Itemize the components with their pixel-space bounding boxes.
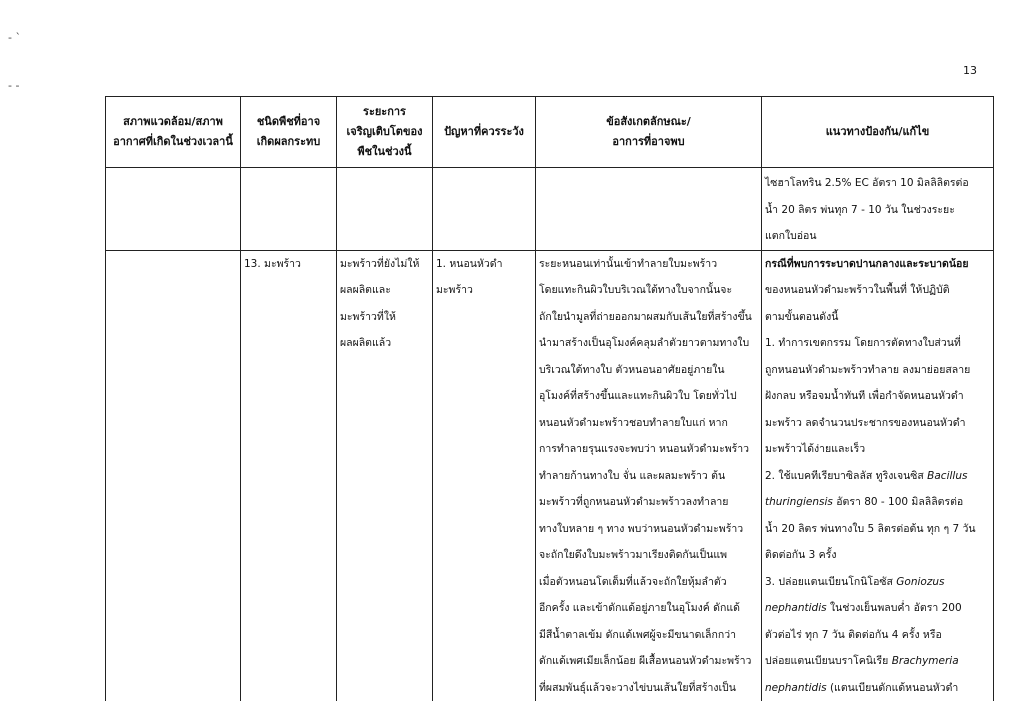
scientific-name: nephantidis xyxy=(765,681,827,694)
cell-symptoms xyxy=(536,168,762,251)
corner-mark: - ` xyxy=(8,31,21,44)
cell-crop: 13. มะพร้าว xyxy=(241,250,337,701)
cell-environment xyxy=(106,250,241,701)
scientific-name: thuringiensis xyxy=(765,496,833,508)
cell-crop xyxy=(241,168,337,251)
header-control: แนวทางป้องกัน/แก้ไข xyxy=(762,97,994,168)
control-heading: กรณีที่พบการระบาดปานกลางและระบาดน้อย xyxy=(765,257,969,270)
corner-mark: - - xyxy=(8,79,20,92)
header-growth-stage: ระยะการ เจริญเติบโตของ พืชในช่วงนี้ xyxy=(337,97,433,168)
scientific-name: Goniozus xyxy=(896,575,945,588)
cell-growth-stage: มะพร้าวที่ยังไม่ให้ ผลผลิตและ มะพร้าวที่ให้ ผลผลิตแล้ว xyxy=(337,250,433,701)
corner-marks xyxy=(8,14,21,110)
cell-growth-stage xyxy=(337,168,433,251)
scientific-name: Bacillus xyxy=(927,469,968,482)
scientific-name: Brachymeria xyxy=(891,655,959,667)
header-symptoms: ข้อสังเกตลักษณะ/ อาการที่อาจพบ xyxy=(536,97,762,168)
table-row xyxy=(106,250,994,701)
cell-control: กรณีที่พบการระบาดปานกลางและระบาดน้อย ของหนอนหัวดำมะพร้าวในพื้นที่ ให้ปฏิบัติ ตามขั้นตอนดังนี้ 1. ทำการเขตกรรม โดยการตัดทางใบส่วนที่ ถูกหนอนหัวดำมะพร้าวทำลาย ลงมาย่อยสลาย ฝังกลบ หรือจมน้ำทันที เพื่อกำจัดหนอนหัวดำ มะพร้าว ลดจำนวนประชากรของหนอนหัวดำ มะพร้าวได้ง่ายและเร็ว 2. ใช้แบคทีเรียบาซิลลัส ทูริงเจนซิส Bacillus thuringiensis อัตรา 80 - 100 มิลลิลิตรต่อ น้ำ 20 ลิตร พ่นทางใบ 5 ลิตรต่อต้น ทุก ๆ 7 วัน ติดต่อกัน 3 ครั้ง 3. ปล่อยแตนเบียนโกนิโอซัส Goniozus nephantidis ในช่วงเย็นพลบค่ำ อัตรา 200 ตัวต่อไร่ ทุก 7 วัน ติดต่อกัน 4 ครั้ง หรือ ปล่อยแตนเบียนบราโคนิเรีย Brachymeria nephantidis (แตนเบียนดักแด้หนอนหัวดำ xyxy=(762,250,994,701)
cell-control: ไซฮาโลทริน 2.5% EC อัตรา 10 มิลลิลิตรต่อ น้ำ 20 ลิตร พ่นทุก 7 - 10 วัน ในช่วงระยะ แตกใบอ่อน xyxy=(762,168,994,251)
pest-control-table xyxy=(105,96,994,701)
header-environment: สภาพแวดล้อม/สภาพ อากาศที่เกิดในช่วงเวลานี้ xyxy=(106,97,241,168)
page-number: 13 xyxy=(963,64,977,77)
table-row xyxy=(106,168,994,251)
header-problem: ปัญหาที่ควรระวัง xyxy=(433,97,536,168)
scientific-name: nephantidis xyxy=(765,602,827,614)
cell-environment xyxy=(106,168,241,251)
header-crop: ชนิดพืชที่อาจ เกิดผลกระทบ xyxy=(241,97,337,168)
cell-problem: 1. หนอนหัวดำ มะพร้าว xyxy=(433,250,536,701)
cell-problem xyxy=(433,168,536,251)
header-row xyxy=(106,97,994,168)
cell-symptoms: ระยะหนอนเท่านั้นเข้าทำลายใบมะพร้าว โดยแทะกินผิวใบบริเวณใต้ทางใบจากนั้นจะ ถักใยนำมูลที่ถ่ายออกมาผสมกับเส้นใยที่สร้างขึ้น นำมาสร้างเป็นอุโมงค์คลุมลำตัวยาวตามทางใบ บริเวณใต้ทางใบ ตัวหนอนอาศัยอยู่ภายใน อุโมงค์ที่สร้างขึ้นและแทะกินผิวใบ โดยทั่วไป หนอนหัวดำมะพร้าวชอบทำลายใบแก่ หาก การทำลายรุนแรงจะพบว่า หนอนหัวดำมะพร้าว ทำลายก้านทางใบ จั่น และผลมะพร้าว ต้น มะพร้าวที่ถูกหนอนหัวดำมะพร้าวลงทำลาย ทางใบหลาย ๆ ทาง พบว่าหนอนหัวดำมะพร้าว จะถักใยดึงใบมะพร้าวมาเรียงติดกันเป็นแพ เมื่อตัวหนอนโตเต็มที่แล้วจะถักใยหุ้มลำตัว อีกครั้ง และเข้าดักแด้อยู่ภายในอุโมงค์ ดักแด้ มีสีน้ำตาลเข้ม ดักแด้เพศผู้จะมีขนาดเล็กกว่า ดักแด้เพศเมียเล็กน้อย ผีเสื้อหนอนหัวดำมะพร้าว ที่ผสมพันธุ์แล้วจะวางไข่บนเส้นใยที่สร้างเป็น xyxy=(536,250,762,701)
